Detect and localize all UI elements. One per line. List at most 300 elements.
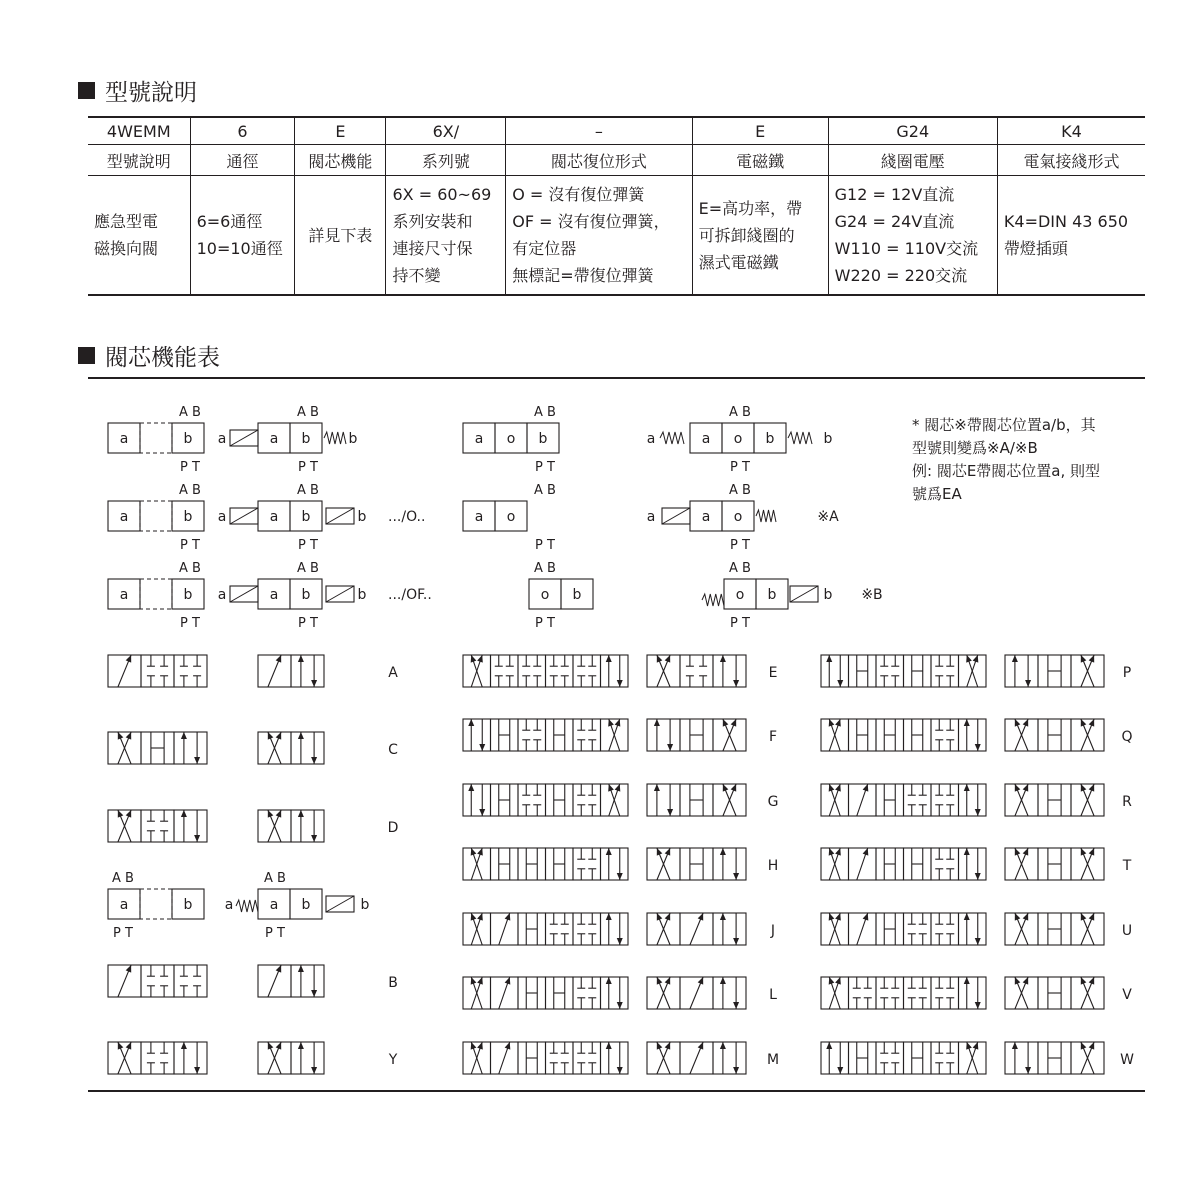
valve-cell bbox=[601, 977, 629, 1009]
arrowhead-icon bbox=[606, 848, 612, 855]
valve-cell bbox=[174, 810, 207, 842]
arrowhead-icon bbox=[471, 848, 477, 856]
valve-cell bbox=[876, 1042, 904, 1074]
description-line: 6X = 60~69 bbox=[392, 185, 492, 204]
spool-position-label: a bbox=[119, 897, 129, 913]
valve-cell bbox=[291, 1042, 324, 1074]
spring-icon bbox=[660, 432, 684, 444]
valve-cell bbox=[573, 848, 601, 880]
arrowhead-icon bbox=[608, 784, 614, 792]
port-label-ab: A B bbox=[534, 483, 556, 498]
valve-cell bbox=[291, 655, 324, 687]
header-cell: 電氣接綫形式 bbox=[997, 145, 1145, 176]
arrowhead-icon bbox=[311, 680, 317, 687]
valve-cell bbox=[518, 655, 546, 687]
valve-cell bbox=[291, 965, 324, 997]
valve-cell bbox=[174, 655, 207, 687]
arrowhead-icon bbox=[654, 719, 660, 726]
valve-cell bbox=[713, 977, 746, 1009]
description-line: 有定位器 bbox=[512, 239, 577, 258]
valve-cell bbox=[876, 655, 904, 687]
valve-cell bbox=[141, 655, 174, 687]
arrowhead-icon bbox=[720, 913, 726, 920]
spool-code-label: R bbox=[1122, 794, 1132, 810]
port-label-ab: A B bbox=[179, 405, 201, 420]
spool-position-label: b bbox=[183, 431, 193, 447]
arrowhead-icon bbox=[975, 873, 981, 880]
valve-cell bbox=[518, 784, 546, 816]
spool-code-label: H bbox=[767, 858, 779, 874]
code-cell: 4WEMM bbox=[88, 117, 190, 145]
valve-cell bbox=[546, 655, 574, 687]
suffix-label: .../OF.. bbox=[388, 587, 432, 603]
spool-position-label: b bbox=[538, 431, 548, 447]
spool-position-label: a bbox=[119, 431, 129, 447]
arrowhead-icon bbox=[964, 848, 970, 855]
port-label-pt: P T bbox=[730, 460, 750, 475]
valve-cell bbox=[573, 784, 601, 816]
arrowhead-icon bbox=[837, 1067, 843, 1074]
spool-code-label: C bbox=[388, 742, 398, 758]
description-line: K4=DIN 43 650 bbox=[1003, 212, 1129, 231]
valve-cell bbox=[291, 732, 324, 764]
valve-cell bbox=[959, 784, 987, 816]
symbol-label: a bbox=[224, 897, 234, 913]
spring-icon bbox=[702, 594, 724, 606]
arrowhead-icon bbox=[608, 719, 614, 727]
valve-cell bbox=[1005, 655, 1038, 687]
header-cell: 型號說明 bbox=[88, 145, 190, 176]
valve-cell bbox=[904, 913, 932, 945]
valve-cell bbox=[713, 913, 746, 945]
arrowhead-icon bbox=[471, 977, 477, 985]
code-cell: K4 bbox=[997, 117, 1145, 145]
spool-position-label: o bbox=[506, 431, 516, 447]
spool-code-label: E bbox=[768, 665, 778, 681]
spool-position-label: b bbox=[301, 509, 311, 525]
spool-position-label: o bbox=[733, 509, 743, 525]
description-line: O = 沒有復位彈簧 bbox=[512, 185, 645, 204]
valve-cell bbox=[174, 1042, 207, 1074]
symbol-label: b bbox=[823, 587, 833, 603]
description-line: 系列安裝和 bbox=[392, 212, 473, 231]
arrowhead-icon bbox=[471, 1042, 477, 1050]
port-label-ab: A B bbox=[112, 871, 134, 886]
arrowhead-icon bbox=[966, 655, 972, 663]
arrowhead-icon bbox=[826, 655, 832, 662]
arrowhead-icon bbox=[733, 938, 739, 945]
valve-cell bbox=[573, 977, 601, 1009]
arrowhead-icon bbox=[733, 1067, 739, 1074]
function-section-title: 閥芯機能表 bbox=[78, 339, 220, 372]
valve-cell bbox=[713, 655, 746, 687]
arrowhead-icon bbox=[829, 719, 835, 727]
spool-position-label: b bbox=[183, 897, 193, 913]
spool-code-label: D bbox=[387, 820, 399, 836]
port-label-ab: A B bbox=[729, 405, 751, 420]
valve-cell bbox=[546, 913, 574, 945]
spool-position-note: * 閥芯※帶閥芯位置a/b，其 型號則變爲※A/※B 例: 閥芯E帶閥芯位置a, 則型 號爲EA bbox=[912, 416, 1101, 503]
valve-cell bbox=[518, 719, 546, 751]
arrowhead-icon bbox=[966, 1042, 972, 1050]
arrowhead-icon bbox=[1025, 680, 1031, 687]
arrowhead-icon bbox=[975, 938, 981, 945]
spool-position-box bbox=[140, 889, 172, 919]
arrowhead-icon bbox=[479, 809, 485, 816]
spool-code-label: U bbox=[1121, 923, 1133, 939]
valve-cell bbox=[463, 784, 491, 816]
arrowhead-icon bbox=[667, 809, 673, 816]
description-line: 連接尺寸保 bbox=[392, 239, 473, 258]
port-label-pt: P T bbox=[535, 616, 555, 631]
arrowhead-icon bbox=[181, 732, 187, 739]
description-line: 濕式電磁鐵 bbox=[698, 252, 779, 272]
arrowhead-icon bbox=[829, 848, 835, 856]
arrowhead-icon bbox=[829, 784, 835, 792]
arrowhead-icon bbox=[298, 655, 304, 662]
spool-position-label: b bbox=[767, 587, 777, 603]
arrowhead-icon bbox=[477, 655, 483, 663]
description-line: 詳見下表 bbox=[308, 225, 373, 245]
spool-position-box bbox=[140, 423, 172, 453]
arrowhead-icon bbox=[311, 1067, 317, 1074]
arrowhead-icon bbox=[835, 784, 841, 792]
valve-cell bbox=[573, 1042, 601, 1074]
valve-cell bbox=[291, 810, 324, 842]
symbol-label: a bbox=[217, 509, 227, 525]
description-line: 帶燈插頭 bbox=[1003, 239, 1068, 258]
description-line: 可拆卸綫圈的 bbox=[698, 225, 795, 245]
spool-position-label: b bbox=[301, 587, 311, 603]
spool-position-label: b bbox=[301, 431, 311, 447]
port-label-ab: A B bbox=[297, 561, 319, 576]
arrowhead-icon bbox=[606, 655, 612, 662]
arrowhead-icon bbox=[311, 757, 317, 764]
arrowhead-icon bbox=[617, 873, 623, 880]
port-label-ab: A B bbox=[729, 561, 751, 576]
arrowhead-icon bbox=[606, 1042, 612, 1049]
port-label-pt: P T bbox=[730, 538, 750, 553]
spring-icon bbox=[236, 900, 258, 912]
arrowhead-icon bbox=[863, 784, 869, 792]
valve-cell bbox=[647, 719, 680, 751]
arrowhead-icon bbox=[973, 1042, 979, 1050]
port-label-ab: A B bbox=[264, 871, 286, 886]
spring-icon bbox=[324, 432, 346, 444]
valve-cell bbox=[141, 965, 174, 997]
port-label-pt: P T bbox=[113, 926, 133, 941]
description-line: G24 = 24V直流 bbox=[834, 212, 955, 231]
arrowhead-icon bbox=[615, 719, 621, 727]
arrowhead-icon bbox=[835, 848, 841, 856]
model-section-title: 型號說明 bbox=[78, 74, 197, 107]
arrowhead-icon bbox=[505, 913, 511, 921]
arrowhead-icon bbox=[964, 784, 970, 791]
arrowhead-icon bbox=[720, 1042, 726, 1049]
valve-cell bbox=[573, 655, 601, 687]
valve-cell bbox=[491, 655, 519, 687]
arrowhead-icon bbox=[826, 1042, 832, 1049]
spool-position-label: o bbox=[733, 431, 743, 447]
spool-position-label: b bbox=[183, 509, 193, 525]
arrowhead-icon bbox=[311, 990, 317, 997]
port-label-pt: P T bbox=[730, 616, 750, 631]
arrowhead-icon bbox=[471, 655, 477, 663]
port-label-pt: P T bbox=[535, 460, 555, 475]
arrowhead-icon bbox=[468, 784, 474, 791]
arrowhead-icon bbox=[617, 1002, 623, 1009]
arrowhead-icon bbox=[194, 757, 200, 764]
symbol-label: a bbox=[217, 431, 227, 447]
valve-cell bbox=[573, 913, 601, 945]
arrowhead-icon bbox=[617, 1067, 623, 1074]
spool-position-label: a bbox=[701, 509, 711, 525]
arrowhead-icon bbox=[720, 848, 726, 855]
arrowhead-icon bbox=[194, 835, 200, 842]
valve-cell bbox=[959, 719, 987, 751]
arrowhead-icon bbox=[863, 913, 869, 921]
spool-position-label: a bbox=[474, 509, 484, 525]
solenoid-diagonal bbox=[662, 508, 690, 524]
arrowhead-icon bbox=[615, 784, 621, 792]
arrowhead-icon bbox=[733, 1002, 739, 1009]
description-line: 10=10通徑 bbox=[196, 239, 283, 258]
spool-code-label: P bbox=[1122, 665, 1132, 681]
arrowhead-icon bbox=[479, 744, 485, 751]
symbol-label: b bbox=[823, 431, 833, 447]
arrowhead-icon bbox=[835, 719, 841, 727]
code-cell: 6 bbox=[190, 117, 295, 145]
valve-cell bbox=[713, 848, 746, 880]
valve-cell bbox=[931, 977, 959, 1009]
arrowhead-icon bbox=[181, 1042, 187, 1049]
arrowhead-icon bbox=[505, 1042, 511, 1050]
solenoid-diagonal bbox=[326, 508, 354, 524]
symbol-label: a bbox=[646, 509, 656, 525]
description-line: 無標記=帶復位彈簧 bbox=[512, 266, 654, 285]
spool-position-label: a bbox=[269, 431, 279, 447]
port-label-pt: P T bbox=[298, 538, 318, 553]
code-cell: 6X/ bbox=[386, 117, 506, 145]
arrowhead-icon bbox=[975, 744, 981, 751]
spool-code-label: J bbox=[770, 923, 776, 939]
arrowhead-icon bbox=[606, 977, 612, 984]
port-label-ab: A B bbox=[297, 405, 319, 420]
port-label-ab: A B bbox=[534, 561, 556, 576]
header-cell: 通徑 bbox=[190, 145, 295, 176]
header-cell: 電磁鐵 bbox=[692, 145, 828, 176]
port-label-pt: P T bbox=[298, 460, 318, 475]
header-cell: 綫圈電壓 bbox=[828, 145, 997, 176]
spool-code-label: Q bbox=[1121, 729, 1133, 745]
port-label-pt: P T bbox=[298, 616, 318, 631]
arrowhead-icon bbox=[477, 1042, 483, 1050]
solenoid-diagonal bbox=[790, 586, 818, 602]
solenoid-diagonal bbox=[230, 586, 258, 602]
port-label-ab: A B bbox=[179, 561, 201, 576]
valve-cell bbox=[959, 913, 987, 945]
arrowhead-icon bbox=[973, 655, 979, 663]
valve-cell bbox=[876, 977, 904, 1009]
valve-cell bbox=[573, 719, 601, 751]
valve-cell bbox=[601, 655, 629, 687]
valve-cell bbox=[546, 1042, 574, 1074]
description-line: OF = 沒有復位彈簧， bbox=[512, 212, 670, 231]
spool-position-label: a bbox=[269, 587, 279, 603]
valve-cell bbox=[959, 977, 987, 1009]
arrowhead-icon bbox=[471, 913, 477, 921]
symbol-label: b bbox=[360, 897, 370, 913]
arrowhead-icon bbox=[829, 977, 835, 985]
code-cell: E bbox=[692, 117, 828, 145]
arrowhead-icon bbox=[837, 680, 843, 687]
valve-cell bbox=[821, 655, 849, 687]
code-cell: – bbox=[506, 117, 692, 145]
code-cell: G24 bbox=[828, 117, 997, 145]
arrowhead-icon bbox=[975, 809, 981, 816]
spool-position-label: o bbox=[540, 587, 550, 603]
arrowhead-icon bbox=[1012, 655, 1018, 662]
symbol-label: b bbox=[357, 587, 367, 603]
valve-cell bbox=[174, 965, 207, 997]
arrowhead-icon bbox=[468, 719, 474, 726]
valve-cell bbox=[141, 1042, 174, 1074]
valve-cell bbox=[931, 848, 959, 880]
port-label-pt: P T bbox=[180, 538, 200, 553]
arrowhead-icon bbox=[720, 977, 726, 984]
description-line: 持不變 bbox=[392, 266, 441, 285]
valve-cell bbox=[931, 913, 959, 945]
arrowhead-icon bbox=[298, 1042, 304, 1049]
valve-cell bbox=[1005, 1042, 1038, 1074]
valve-cell bbox=[904, 784, 932, 816]
arrowhead-icon bbox=[835, 977, 841, 985]
valve-cell bbox=[601, 1042, 629, 1074]
arrowhead-icon bbox=[606, 913, 612, 920]
arrowhead-icon bbox=[964, 719, 970, 726]
port-label-pt: P T bbox=[180, 616, 200, 631]
valve-cell bbox=[141, 810, 174, 842]
header-cell: 閥芯復位形式 bbox=[506, 145, 692, 176]
spool-code-label: T bbox=[1122, 858, 1132, 874]
arrowhead-icon bbox=[194, 1067, 200, 1074]
arrowhead-icon bbox=[477, 977, 483, 985]
spool-position-box bbox=[140, 579, 172, 609]
arrowhead-icon bbox=[1012, 1042, 1018, 1049]
port-label-pt: P T bbox=[535, 538, 555, 553]
suffix-label: .../O.. bbox=[388, 509, 426, 525]
spool-position-label: a bbox=[701, 431, 711, 447]
arrowhead-icon bbox=[505, 977, 511, 985]
spool-position-label: a bbox=[119, 509, 129, 525]
arrowhead-icon bbox=[477, 848, 483, 856]
arrowhead-icon bbox=[298, 965, 304, 972]
arrowhead-icon bbox=[181, 810, 187, 817]
mark-label: ※B bbox=[861, 587, 883, 603]
arrowhead-icon bbox=[311, 835, 317, 842]
symbol-label: a bbox=[217, 587, 227, 603]
spool-code-label: G bbox=[767, 794, 779, 810]
solenoid-diagonal bbox=[326, 586, 354, 602]
arrowhead-icon bbox=[863, 848, 869, 856]
arrowhead-icon bbox=[617, 680, 623, 687]
spool-code-label: L bbox=[769, 987, 777, 1003]
arrowhead-icon bbox=[654, 784, 660, 791]
valve-cell bbox=[931, 1042, 959, 1074]
valve-cell bbox=[601, 913, 629, 945]
arrowhead-icon bbox=[975, 1002, 981, 1009]
arrowhead-icon bbox=[720, 655, 726, 662]
arrowhead-icon bbox=[829, 913, 835, 921]
description-line: W110 = 110V交流 bbox=[834, 239, 979, 258]
valve-cell bbox=[849, 977, 877, 1009]
symbol-label: b bbox=[357, 509, 367, 525]
arrowhead-icon bbox=[617, 938, 623, 945]
code-cell: E bbox=[295, 117, 386, 145]
solenoid-diagonal bbox=[230, 508, 258, 524]
spool-position-label: o bbox=[735, 587, 745, 603]
valve-cell bbox=[904, 977, 932, 1009]
description-line: E=高功率，帶 bbox=[698, 198, 803, 218]
header-cell: 閥芯機能 bbox=[295, 145, 386, 176]
port-label-ab: A B bbox=[729, 483, 751, 498]
description-line: 6=6通徑 bbox=[196, 212, 263, 231]
mark-label: ※A bbox=[817, 509, 839, 525]
valve-cell bbox=[463, 719, 491, 751]
arrowhead-icon bbox=[298, 810, 304, 817]
arrowhead-icon bbox=[667, 744, 673, 751]
port-label-pt: P T bbox=[180, 460, 200, 475]
description-line: W220 = 220交流 bbox=[834, 266, 968, 285]
valve-cell bbox=[959, 848, 987, 880]
spool-position-label: b bbox=[572, 587, 582, 603]
description-line: 磁換向閥 bbox=[94, 239, 159, 258]
valve-cell bbox=[931, 655, 959, 687]
spool-position-label: b bbox=[183, 587, 193, 603]
spool-position-label: b bbox=[301, 897, 311, 913]
valve-cell bbox=[680, 655, 713, 687]
arrowhead-icon bbox=[298, 732, 304, 739]
arrowhead-icon bbox=[733, 873, 739, 880]
spool-position-label: a bbox=[474, 431, 484, 447]
spool-code-label: M bbox=[766, 1052, 780, 1068]
valve-cell bbox=[931, 719, 959, 751]
valve-cell bbox=[174, 732, 207, 764]
valve-cell bbox=[713, 1042, 746, 1074]
valve-cell bbox=[601, 848, 629, 880]
symbol-label: b bbox=[348, 431, 358, 447]
spool-code-label: V bbox=[1122, 987, 1132, 1003]
arrowhead-icon bbox=[477, 913, 483, 921]
spring-icon bbox=[788, 432, 812, 444]
spool-position-label: a bbox=[269, 509, 279, 525]
description-line: 應急型電 bbox=[94, 212, 159, 231]
arrowhead-icon bbox=[835, 913, 841, 921]
spool-code-label: A bbox=[388, 665, 398, 681]
solenoid-diagonal bbox=[230, 430, 258, 446]
spool-position-box bbox=[140, 501, 172, 531]
spool-code-label: Y bbox=[388, 1052, 398, 1068]
solenoid-diagonal bbox=[326, 896, 354, 912]
valve-cell bbox=[647, 784, 680, 816]
valve-cell bbox=[931, 784, 959, 816]
arrowhead-icon bbox=[1025, 1067, 1031, 1074]
spool-position-label: b bbox=[765, 431, 775, 447]
arrowhead-icon bbox=[733, 680, 739, 687]
spool-position-label: o bbox=[506, 509, 516, 525]
port-label-pt: P T bbox=[265, 926, 285, 941]
port-label-ab: A B bbox=[297, 483, 319, 498]
